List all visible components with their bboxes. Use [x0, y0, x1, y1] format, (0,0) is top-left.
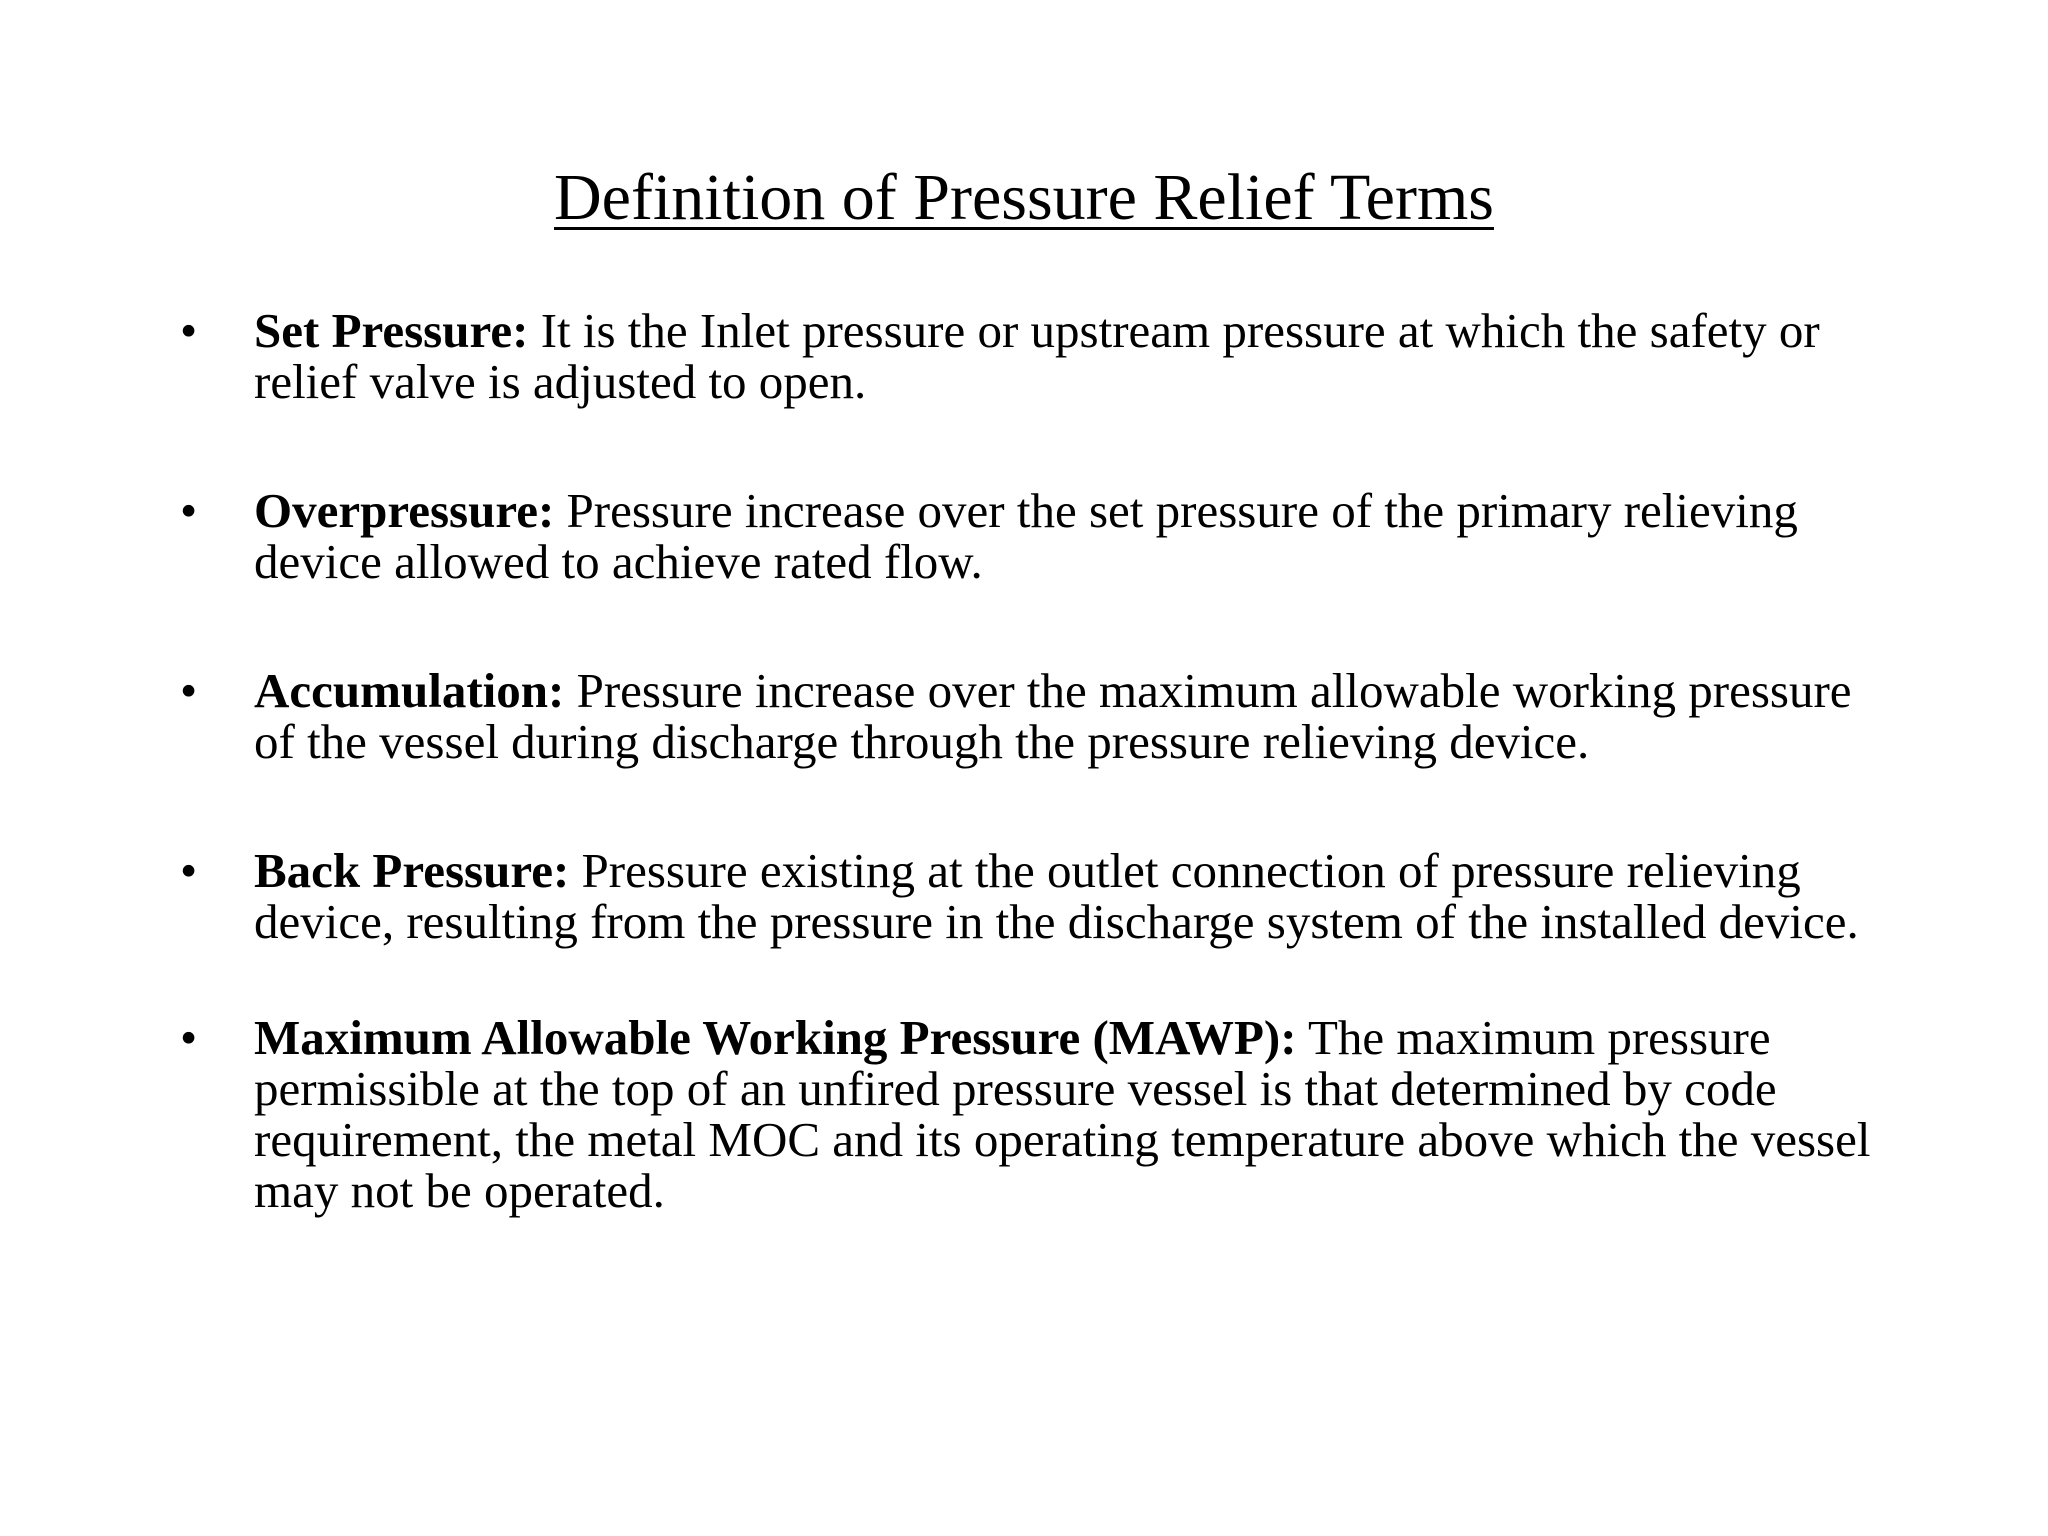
term-definition: It is the Inlet pressure or upstream pressure at which the safety or relief valve is adjusted to open.: [254, 303, 1820, 409]
term-name: Overpressure:: [254, 483, 555, 538]
term-definition: Pressure existing at the outlet connection of pressure relieving device, resulting from the pressure in the discharge system of the installed device.: [254, 843, 1859, 949]
term-definition: Pressure increase over the set pressure of the primary relieving device allowed to achieve rated flow.: [254, 483, 1798, 589]
bullet-icon: •: [180, 303, 198, 358]
term-body: [254, 1012, 1904, 1216]
term-body: [254, 665, 1904, 767]
bullet-icon: •: [180, 663, 198, 718]
bullet-icon: •: [180, 843, 198, 898]
bullet-icon: •: [180, 1010, 198, 1065]
term-name: Maximum Allowable Working Pressure (MAWP):: [254, 1010, 1297, 1065]
bullet-icon: •: [180, 483, 198, 538]
term-name: Back Pressure:: [254, 843, 570, 898]
term-body: [254, 305, 1904, 407]
term-name: Accumulation:: [254, 663, 565, 718]
term-body: [254, 845, 1904, 947]
term-body: [254, 485, 1904, 587]
term-definition: The maximum pressure permissible at the top of an unfired pressure vessel is that determined by code requirement, the metal MOC and its operating temperature above which the vessel may not be operated.: [254, 1010, 1871, 1218]
slide-title: Definition of Pressure Relief Terms: [554, 161, 1494, 234]
term-name: Set Pressure:: [254, 303, 529, 358]
term-definition: Pressure increase over the maximum allowable working pressure of the vessel during discharge through the pressure relieving device.: [254, 663, 1852, 769]
